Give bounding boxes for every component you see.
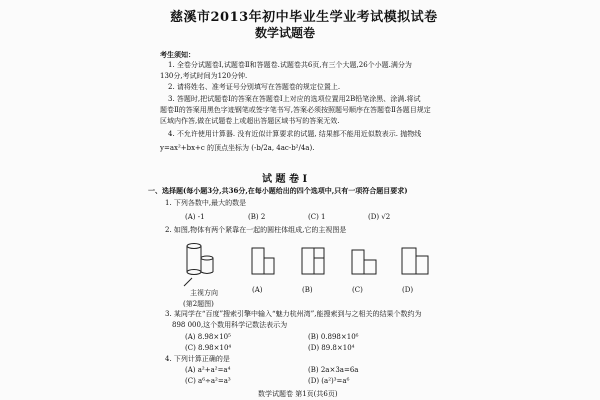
q1-option-d: (D) √2 — [368, 213, 391, 221]
section-instructions: 一、选择题(每小题3分,共36分,在每小题给出的四个选项中,只有一项符合题目要求) — [148, 186, 408, 195]
q2-view-c — [352, 250, 376, 274]
question-3-stem: 3. 某同学在“百度”搜索引擎中输入“魅力杭州湾”,能搜索到与之相关的结果个数约为 — [165, 310, 422, 318]
q4-option-a: (A) a²+a²=a⁴ — [185, 366, 231, 374]
notice-line: 130分,考试时间为120分钟. — [160, 72, 248, 80]
exam-title: 慈溪市2013年初中毕业生学业考试模拟试卷 — [170, 10, 438, 25]
section-title: 试 题 卷 Ⅰ — [262, 174, 308, 185]
q3-option-c: (C) 8.98×10⁴ — [185, 344, 232, 352]
question-4-stem: 4. 下列计算正确的是 — [165, 355, 230, 363]
q2-option-b: (B) — [302, 286, 313, 294]
q3-option-b: (B) 0.898×10⁶ — [308, 333, 359, 341]
q4-option-d: (D) (a²)³=a⁶ — [308, 377, 350, 385]
q1-option-a: (A) -1 — [185, 213, 205, 221]
q2-option-a: (A) — [252, 286, 263, 294]
q3-option-d: (D) 89.8×10⁴ — [308, 344, 355, 352]
q4-option-b: (B) 2a×3a=6a — [308, 366, 359, 374]
notice-line: 题卷Ⅱ的答案用黑色字迹钢笔或签字笔书写,答案必须按照题号顺序在答题卷Ⅱ各题目规定 — [160, 106, 431, 114]
question-1-stem: 1. 下列各数中,最大的数是 — [165, 199, 247, 207]
exam-subtitle: 数学试题卷 — [255, 26, 316, 40]
q2-option-c: (C) — [352, 286, 363, 294]
notice-line: 区域内作答,做在试题卷上或超出答题区域书写的答案无效. — [160, 117, 340, 125]
q2-figure-label: (第2题图) — [183, 300, 214, 308]
q4-option-c: (C) a⁶÷a²=a³ — [185, 377, 231, 385]
question-2-stem: 2. 如图,物体有两个紧靠在一起的圆柱体组成,它的主视图是 — [165, 226, 347, 234]
q2-direction-label: 主视方向 — [190, 289, 218, 297]
notice-line: y=ax²+bx+c 的顶点坐标为 (-b/2a, 4ac-b²/4a). — [160, 144, 315, 152]
notice-line: 1. 全卷分试题卷Ⅰ,试题卷Ⅱ和答题卷.试题卷共6页,有三个大题,26个小题.满分为 — [168, 61, 412, 69]
q2-view-a — [252, 248, 274, 274]
notice-line: 3. 答题时,把试题卷Ⅰ的答案在答题卷Ⅰ上对应的选项位置用2B铅笔涂黑、涂满.将试 — [168, 95, 421, 103]
page-footer: 数学试题卷 第1页(共6页) — [258, 390, 338, 398]
q1-option-c: (C) 1 — [308, 213, 326, 221]
q1-option-b: (B) 2 — [248, 213, 266, 221]
q2-view-b — [302, 248, 324, 274]
q2-view-d — [402, 248, 428, 274]
notice-line: 4. 不允许使用计算器. 没有近似计算要求的试题, 结果都不能用近似数表示. 抛物线 — [168, 130, 422, 138]
notice-heading: 考生须知： — [160, 50, 195, 59]
notice-line: 2. 请将姓名、准考证号分别填写在答题卷的规定位置上. — [168, 83, 341, 91]
q2-option-d: (D) — [402, 286, 414, 294]
cylinders-figure — [184, 244, 213, 287]
question-3-stem-cont: 898 000,这个数用科学记数法表示为 — [172, 321, 288, 329]
q3-option-a: (A) 8.98×10⁵ — [185, 333, 231, 341]
